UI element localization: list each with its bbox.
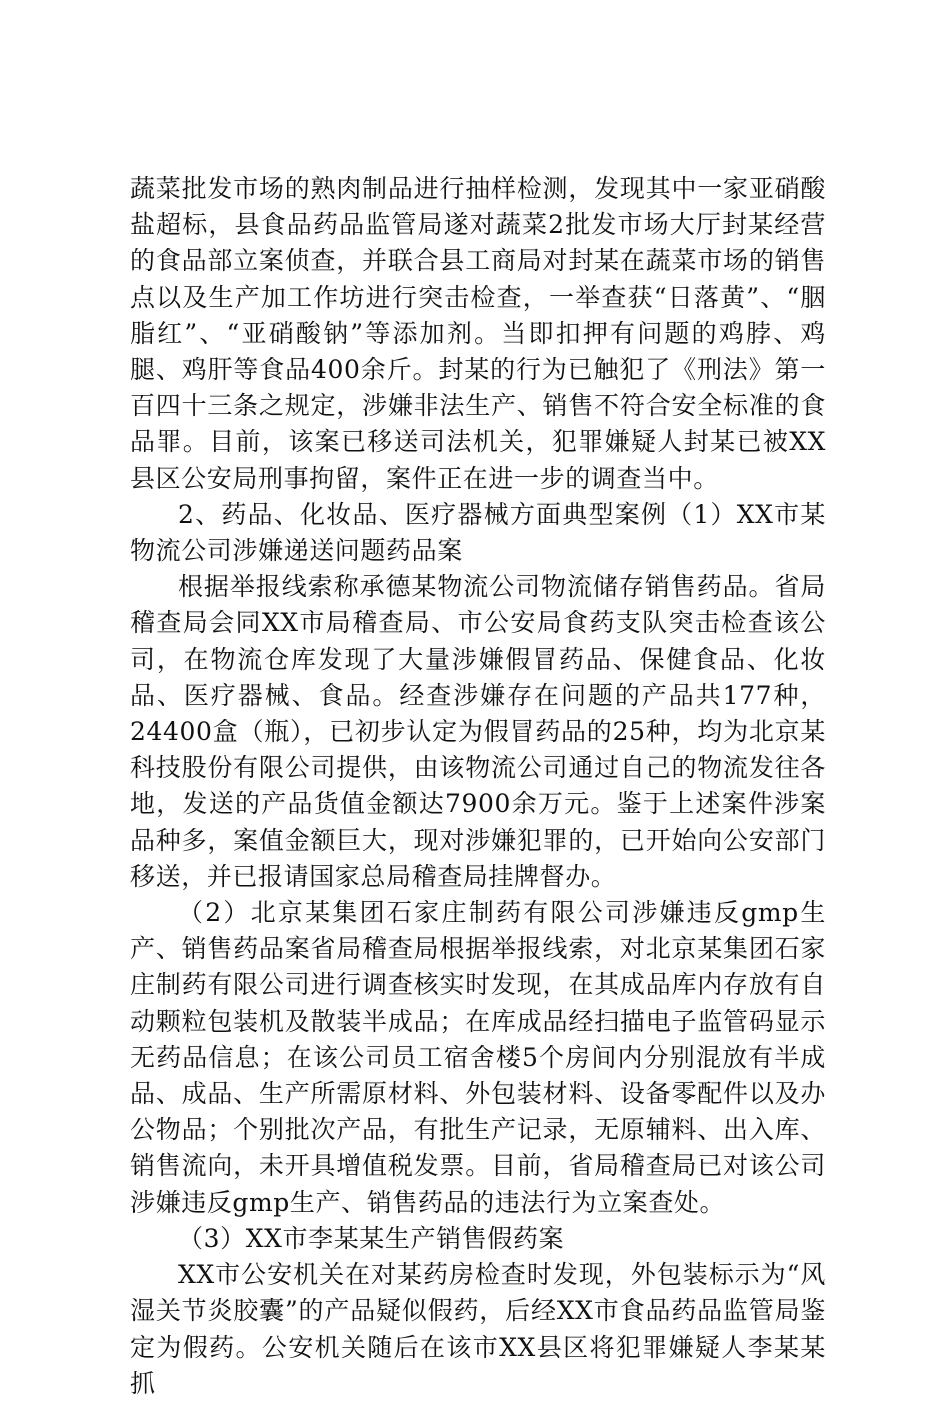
paragraph-logistics-case: 根据举报线索称承德某物流公司物流储存销售药品。省局稽查局会同XX市局稽查局、市公安局食药支队突击检查该公司，在物流仓库发现了大量涉嫌假冒药品、保健食品、化妆品、医疗器械、食品。经查涉嫌存在问题的产品共177种，24400盒（瓶），已初步认定为假冒药品的25种，均为北京某科技股份有限公司提供，由该物流公司通过自己的物流发往各地，发送的产品货值金额达7900余万元。鉴于上述案件涉案品种多，案值金额巨大，现对涉嫌犯罪的，已开始向公安部门移送，并已报请国家总局稽查局挂牌督办。: [130, 572, 826, 891]
section-heading-drugs-cosmetics-devices: 2、药品、化妆品、医疗器械方面典型案例（1）XX市某物流公司涉嫌递送问题药品案: [130, 499, 826, 566]
case-heading-fake-drug: （3）XX市李某某生产销售假药案: [178, 1223, 565, 1253]
paragraph-gmp-case: （2）北京某集团石家庄制药有限公司涉嫌违反gmp生产、销售药品案省局稽查局根据举报线索，对北京某集团石家庄制药有限公司进行调查核实时发现，在其成品库内存放有自动颗粒包装机及散装半成品；在库成品经扫描电子监管码显示无药品信息；在该公司员工宿舍楼5个房间内分别混放有半成品、成品、生产所需原材料、外包装材料、设备零配件以及办公物品；个别批次产品，有批生产记录，无原辅料、出入库、销售流向，未开具增值税发票。目前，省局稽查局已对该公司涉嫌违反gmp生产、销售药品的违法行为立案查处。: [130, 898, 826, 1217]
paragraph-fake-drug-case: XX市公安机关在对某药房检查时发现，外包装标示为“风湿关节炎胶囊”的产品疑似假药，后经XX市食品药品监管局鉴定为假药。公安机关随后在该市XX县区将犯罪嫌疑人李某某抓: [130, 1260, 826, 1398]
paragraph-food-case-continued: 蔬菜批发市场的熟肉制品进行抽样检测，发现其中一家亚硝酸盐超标，县食品药品监管局遂对蔬菜2批发市场大厅封某经营的食品部立案侦查，并联合县工商局对封某在蔬菜市场的销售点以及生产加工作坊进行突击检查，一举查获“日落黄”、“胭脂红”、“亚硝酸钠”等添加剂。当即扣押有问题的鸡脖、鸡腿、鸡肝等食品400余斤。封某的行为已触犯了《刑法》第一百四十三条之规定，涉嫌非法生产、销售不符合安全标准的食品罪。目前，该案已移送司法机关，犯罪嫌疑人封某已被XX县区公安局刑事拘留，案件正在进一步的调查当中。: [130, 174, 826, 493]
document-body: [130, 171, 826, 1402]
